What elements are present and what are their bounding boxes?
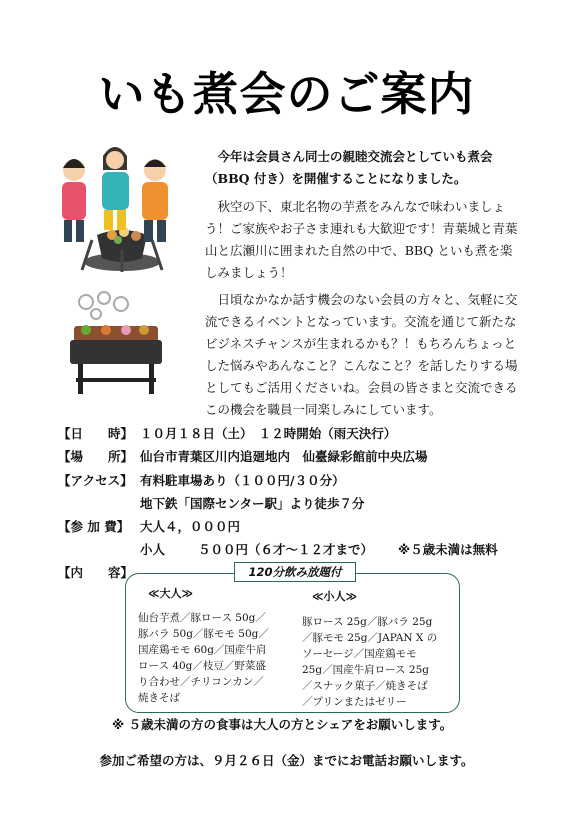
adult-menu-line: 豚バラ 50g／豚モモ 50g／ (138, 628, 269, 640)
place-label: 【場 所】 (58, 449, 134, 464)
fee-child-value: ５００円（６才～１２才まで） (198, 542, 374, 557)
child-menu-line: ／スナック菓子／焼きそば (302, 680, 428, 692)
meal-share-note: ※ ５歳未満の方の食事は大人の方とシェアをお願いします。 (112, 717, 453, 732)
date-label: 【日 時】 (58, 426, 134, 441)
bbq-grill-illustration (66, 290, 166, 400)
content-label: 【内 容】 (58, 565, 134, 580)
intro-lead: 今年は会員さん同士の親睦交流会としていも煮会（BBQ 付き）を開催することになりました。 (205, 149, 493, 186)
fee-label: 【参 加 費】 (58, 519, 130, 534)
closing-text: 参加ご希望の方は、９月２６日（金）までにお電話お願いします。 (99, 753, 474, 768)
fee-adult: 大人４，０００円 (140, 519, 241, 534)
access-label: 【アクセス】 (58, 473, 133, 488)
child-menu-line: ／豚モモ 25g／JAPAN X の (302, 632, 438, 644)
adult-menu-line: り合わせ／チリコンカン／ (138, 676, 264, 688)
access-value-subway: 地下鉄「国際センター駅」より徒歩７分 (140, 496, 365, 511)
adult-menu-header: ≪大人≫ (148, 587, 194, 600)
adult-menu-line: ロース 40g／枝豆／野菜盛 (138, 660, 266, 672)
child-menu-line: ／プリンまたはゼリー (302, 696, 407, 708)
child-menu-line: 25g／国産牛肩ロース 25g (302, 664, 429, 676)
people-imoni-illustration (52, 140, 182, 275)
intro-paragraph-1: 秋空の下、東北名物の芋煮をみんなで味わいましょう！ご家族やお子さま連れも大歓迎です！青葉城と青葉山と広瀬川に囲まれた自然の中で、BBQ といも煮を楽しみましょう！ (205, 199, 518, 280)
adult-menu-list (138, 610, 269, 706)
intro-paragraph-2: 日頃なかなか話す機会のない会員の方々と、気軽に交流できるイベントとなっています。交流を通じて新たなビジネスチャンスが生まれるかも？！もちろんちょっとした悩みやあんなこと？こんなこと？を話したりする場としてもご活用くださいね。会員の皆さまと交流できるこの機会を職員一同楽しみにしています。 (205, 292, 518, 417)
adult-menu-line: 国産鶏モモ 60g／国産牛肩 (138, 644, 267, 656)
child-menu-line: 豚ロース 25g／豚バラ 25g (302, 616, 433, 628)
fee-note: ※５歳未満は無料 (398, 542, 498, 557)
fee-child-label: 小人 (140, 542, 166, 557)
child-menu-line: ソーセージ／国産鶏モモ (302, 648, 417, 660)
child-menu-header: ≪小人≫ (312, 590, 358, 603)
drink-plan-tag: 120分飲み放題付 (234, 562, 356, 582)
child-menu-list (302, 614, 437, 710)
date-value: １０月１８日（土） １２時開始（雨天決行） (140, 426, 397, 441)
place-value: 仙台市青葉区川内追廻地内 仙臺緑彩館前中央広場 (140, 449, 428, 464)
adult-menu-line: 仙台芋煮／豚ロース 50g／ (138, 612, 266, 624)
access-value-parking: 有料駐車場あり（１００円/３０分） (140, 473, 345, 488)
page-title: いも煮会のご案内 (98, 67, 475, 121)
adult-menu-line: 焼きそば (138, 692, 180, 704)
